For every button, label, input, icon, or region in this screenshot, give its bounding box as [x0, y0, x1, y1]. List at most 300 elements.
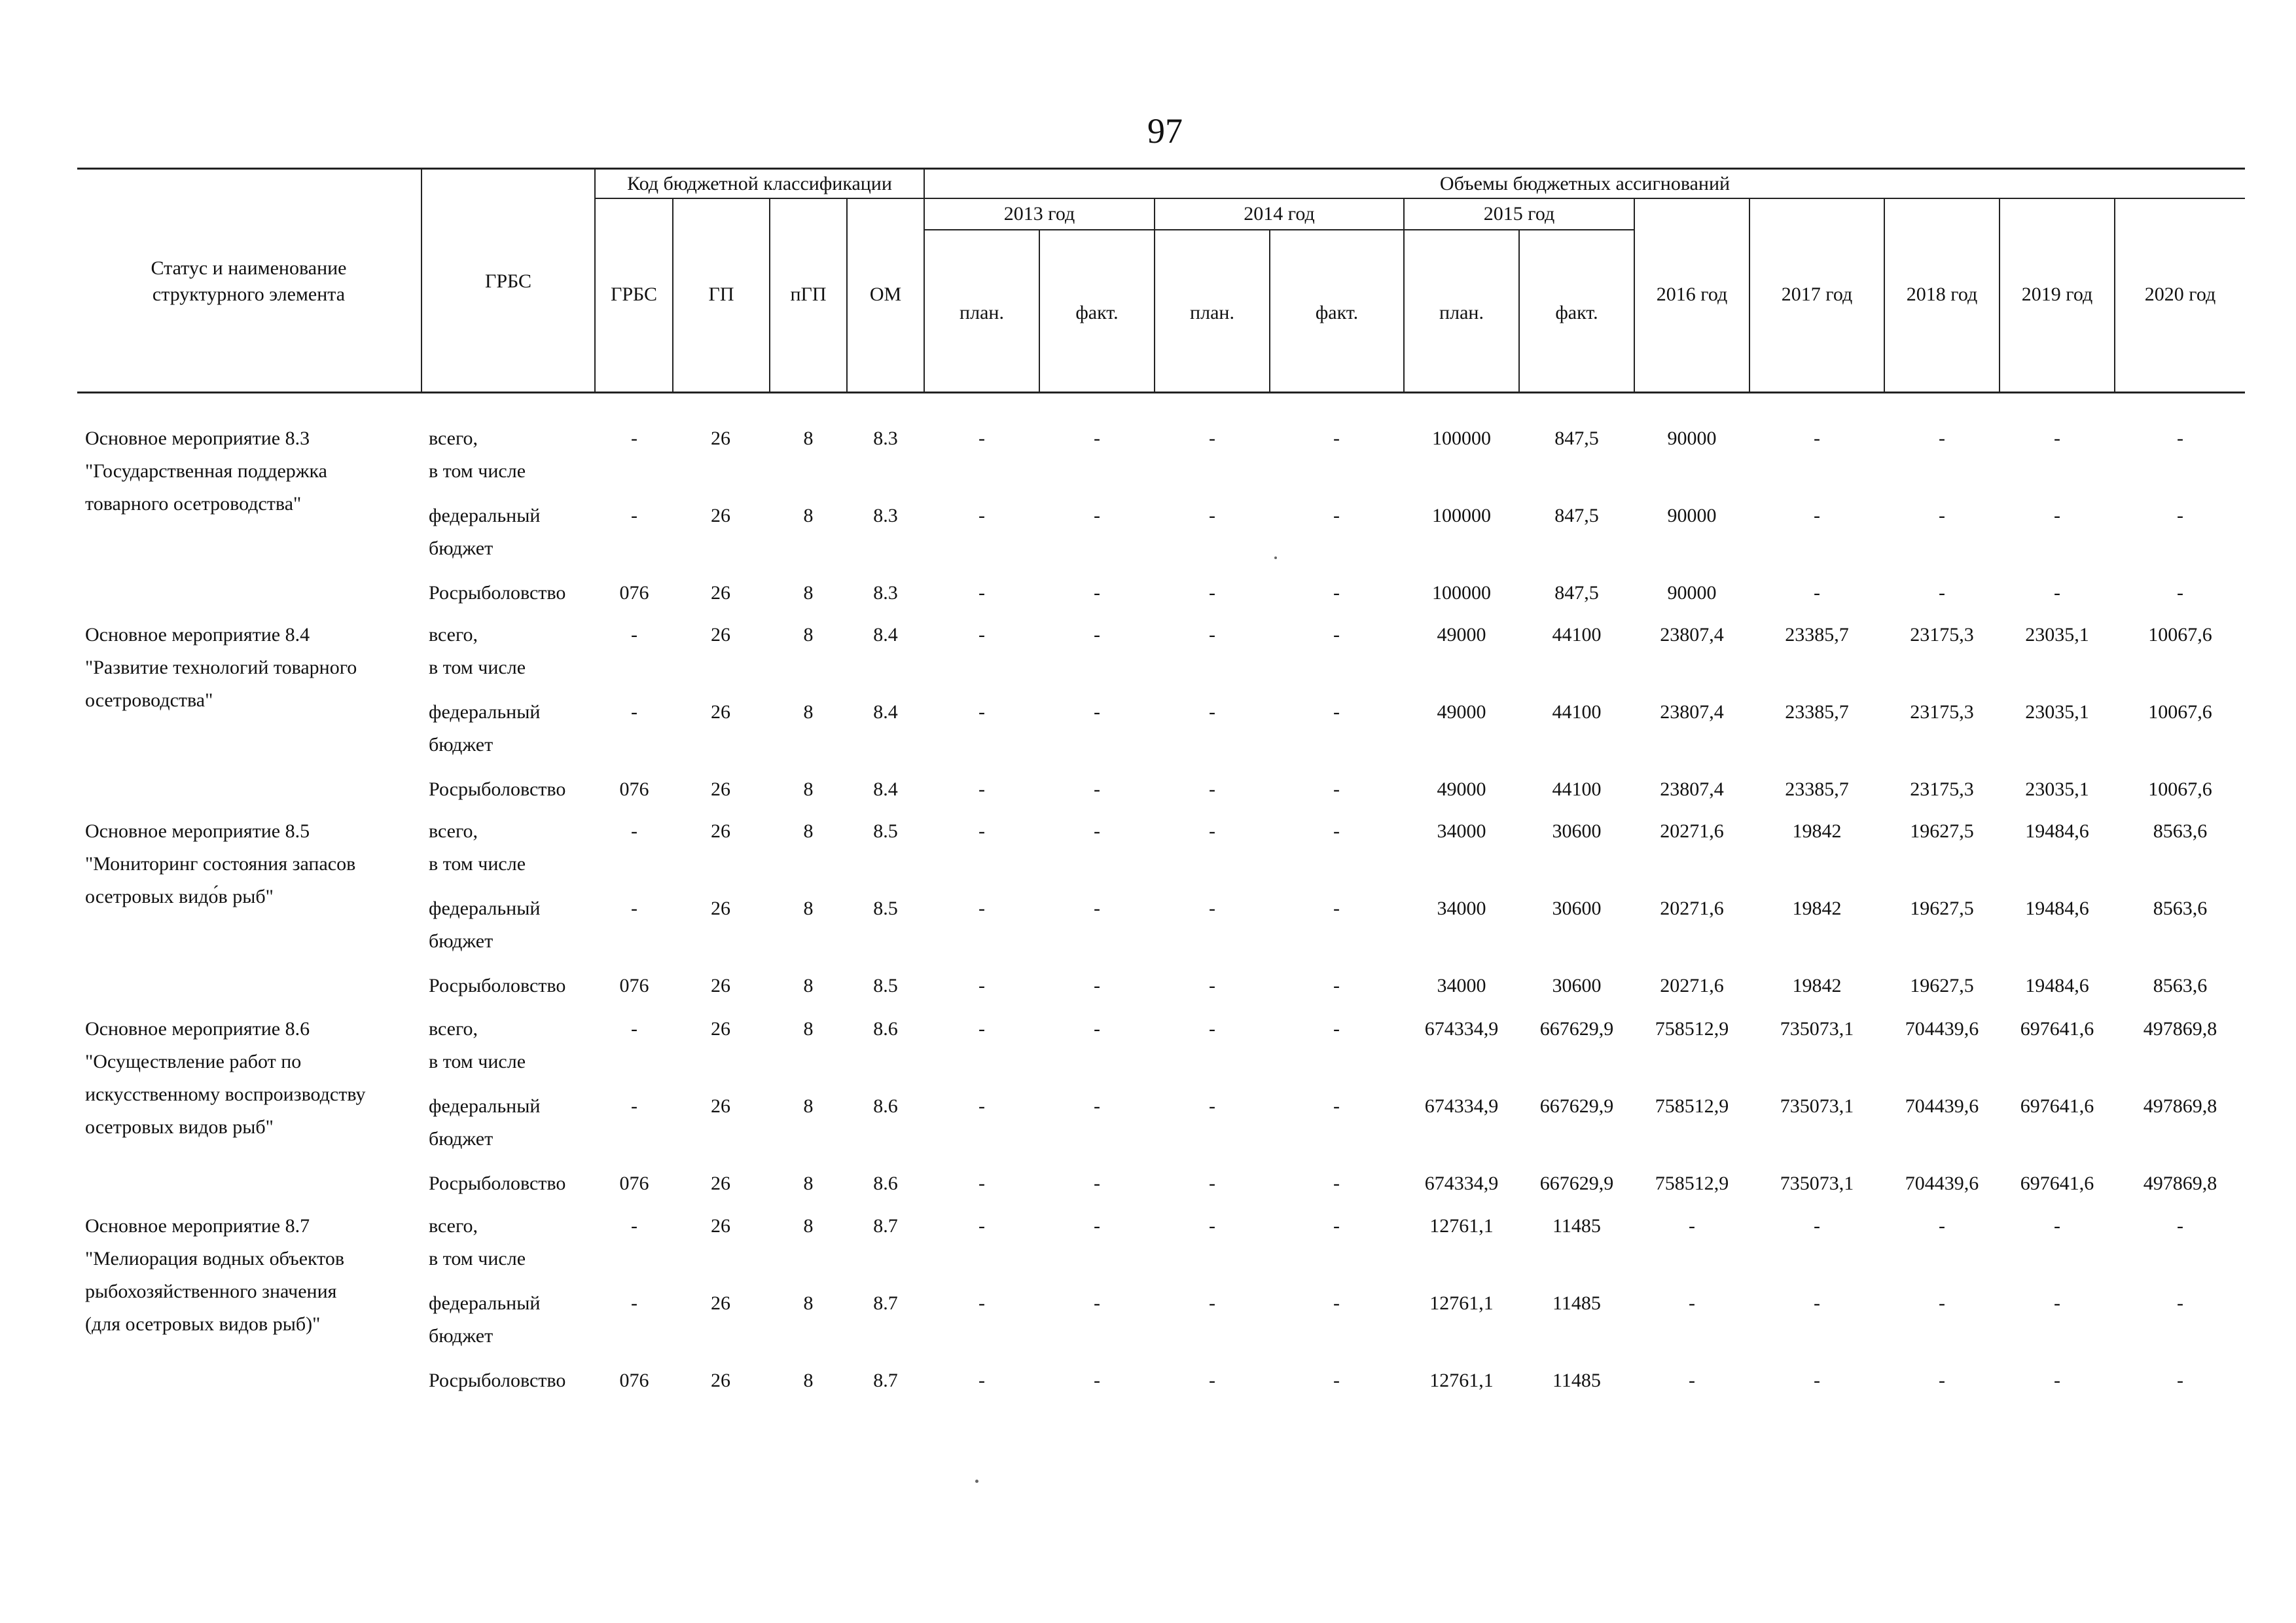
table-cell-value: 44100	[1552, 701, 1602, 723]
table-cell-value: 497869,8	[2143, 1095, 2217, 1117]
table-cell-value: 26	[711, 1018, 730, 1040]
row-label-line: в том числе	[429, 460, 526, 482]
table-cell-value: 19627,5	[1910, 975, 1974, 996]
table-cell-value: -	[1939, 1215, 1945, 1237]
table-cell-value: -	[1333, 428, 1340, 449]
table-cell-value: -	[631, 428, 637, 449]
table-cell-value: 26	[711, 701, 730, 723]
measure-name-line: Основное мероприятие 8.6	[85, 1018, 310, 1040]
table-cell-value: 12761,1	[1429, 1215, 1494, 1237]
table-cell-value: 8.3	[873, 428, 898, 449]
table-cell-value: -	[1209, 701, 1215, 723]
table-cell-value: 19627,5	[1910, 898, 1974, 919]
table-cell-value: 697641,6	[2020, 1095, 2094, 1117]
header-fact-2013: факт.	[1075, 302, 1119, 323]
table-cell-value: 735073,1	[1780, 1018, 1854, 1040]
table-cell-value: -	[1094, 505, 1100, 526]
table-cell-value: 26	[711, 582, 730, 604]
table-cell-value: 26	[711, 1173, 730, 1194]
table-cell-value: 497869,8	[2143, 1173, 2217, 1194]
table-cell-value: 19842	[1792, 975, 1842, 996]
row-label-line: в том числе	[429, 1051, 526, 1072]
table-cell-value: -	[1209, 505, 1215, 526]
table-cell-value: 8	[803, 428, 814, 449]
table-cell-value: -	[2177, 1292, 2183, 1314]
table-cell-value: 8.3	[873, 505, 898, 526]
table-cell-value: 8	[803, 582, 814, 604]
header-vrule	[1634, 198, 1635, 393]
table-cell-value: 674334,9	[1424, 1095, 1499, 1117]
table-cell-value: 8	[803, 1173, 814, 1194]
table-cell-value: -	[978, 428, 985, 449]
table-cell-value: -	[1333, 820, 1340, 842]
table-cell-value: 8563,6	[2153, 898, 2208, 919]
row-label-line: в том числе	[429, 657, 526, 678]
table-cell-value: -	[2054, 428, 2060, 449]
header-top-rule	[77, 168, 2245, 170]
table-cell-value: -	[631, 1215, 637, 1237]
table-cell-value: 19627,5	[1910, 820, 1974, 842]
table-cell-value: -	[1939, 428, 1945, 449]
table-cell-value: 8	[803, 1215, 814, 1237]
measure-name-line: Основное мероприятие 8.5	[85, 820, 310, 842]
table-cell-value: 26	[711, 898, 730, 919]
table-cell-value: 100000	[1432, 582, 1491, 604]
table-cell-value: 30600	[1552, 820, 1602, 842]
table-cell-value: 704439,6	[1905, 1095, 1979, 1117]
header-vrule	[1403, 198, 1405, 393]
table-cell-value: -	[2177, 582, 2183, 604]
header-vrule	[1749, 198, 1750, 393]
table-cell-value: 758512,9	[1655, 1095, 1729, 1117]
table-cell-value: 34000	[1437, 820, 1486, 842]
table-cell-value: 847,5	[1554, 582, 1599, 604]
table-cell-value: -	[978, 1370, 985, 1391]
measure-name-line: "Развитие технологий товарного	[85, 657, 357, 678]
table-cell-value: -	[1209, 1370, 1215, 1391]
table-cell-value: -	[978, 898, 985, 919]
table-cell-value: 8.7	[873, 1292, 898, 1314]
header-year-2017: 2017 год	[1781, 283, 1853, 305]
row-label-line: бюджет	[429, 538, 493, 559]
table-cell-value: 23807,4	[1660, 701, 1724, 723]
table-cell-value: 8	[803, 898, 814, 919]
table-cell-value: 10067,6	[2148, 778, 2212, 800]
table-cell-value: -	[1094, 701, 1100, 723]
header-plan-2013: план.	[960, 302, 1004, 323]
table-cell-value: 8	[803, 975, 814, 996]
table-cell-value: -	[1094, 975, 1100, 996]
row-label-line: федеральный	[429, 898, 541, 919]
table-cell-value: 8	[803, 1370, 814, 1391]
table-cell-value: 90000	[1667, 582, 1717, 604]
header-vrule	[1154, 198, 1155, 393]
table-cell-value: -	[978, 778, 985, 800]
row-label-line: всего,	[429, 820, 478, 842]
table-cell-value: -	[1209, 624, 1215, 646]
header-year-2018: 2018 год	[1906, 283, 1978, 305]
header-code-om: ОМ	[869, 283, 902, 305]
measure-name-line: искусственному воспроизводству	[85, 1084, 366, 1105]
table-cell-value: -	[2177, 1370, 2183, 1391]
table-cell-value: 20271,6	[1660, 898, 1724, 919]
measure-name-line: Основное мероприятие 8.3	[85, 428, 310, 449]
header-bottom-rule	[77, 392, 2245, 393]
table-cell-value: 8	[803, 505, 814, 526]
row-label-line: всего,	[429, 624, 478, 646]
table-cell-value: 23175,3	[1910, 701, 1974, 723]
table-cell-value: 34000	[1437, 975, 1486, 996]
table-cell-value: -	[1814, 1292, 1820, 1314]
table-cell-value: 704439,6	[1905, 1173, 1979, 1194]
header-rule-years	[924, 229, 1634, 230]
header-year-2019: 2019 год	[2021, 283, 2093, 305]
table-cell-value: -	[978, 1018, 985, 1040]
table-cell-value: -	[978, 505, 985, 526]
header-vrule	[594, 168, 596, 393]
table-cell-value: 8.6	[873, 1173, 898, 1194]
table-cell-value: 8	[803, 1292, 814, 1314]
table-cell-value: 19484,6	[2025, 975, 2089, 996]
table-cell-value: 30600	[1552, 975, 1602, 996]
table-cell-value: -	[978, 701, 985, 723]
header-vrule	[672, 198, 673, 393]
table-cell-value: -	[2054, 1370, 2060, 1391]
table-cell-value: 12761,1	[1429, 1370, 1494, 1391]
table-cell-value: 26	[711, 505, 730, 526]
row-label-line: федеральный	[429, 1095, 541, 1117]
table-cell-value: 8.3	[873, 582, 898, 604]
table-cell-value: -	[978, 1095, 985, 1117]
table-cell-value: 8563,6	[2153, 975, 2208, 996]
scan-speck	[1274, 556, 1277, 559]
row-label-line: всего,	[429, 1018, 478, 1040]
table-cell-value: 8.7	[873, 1370, 898, 1391]
row-label-line: Росрыболовство	[429, 778, 566, 800]
table-cell-value: 8.4	[873, 778, 898, 800]
table-cell-value: -	[1209, 820, 1215, 842]
table-cell-value: 26	[711, 1215, 730, 1237]
table-cell-value: -	[1333, 975, 1340, 996]
table-cell-value: -	[631, 898, 637, 919]
table-cell-value: 667629,9	[1539, 1095, 1614, 1117]
table-cell-value: -	[1094, 1018, 1100, 1040]
header-code-gp: ГП	[708, 283, 734, 305]
table-cell-value: 26	[711, 1095, 730, 1117]
table-cell-value: -	[1333, 1370, 1340, 1391]
table-cell-value: -	[1209, 428, 1215, 449]
table-cell-value: -	[2177, 505, 2183, 526]
measure-name-line: рыбохозяйственного значения	[85, 1281, 337, 1302]
header-budget-code: Код бюджетной классификации	[627, 173, 892, 194]
table-cell-value: -	[631, 505, 637, 526]
table-cell-value: 11485	[1552, 1292, 1601, 1314]
table-cell-value: -	[978, 624, 985, 646]
table-cell-value: 26	[711, 820, 730, 842]
table-cell-value: 23385,7	[1785, 778, 1849, 800]
header-year-2015: 2015 год	[1483, 203, 1555, 225]
table-cell-value: -	[1333, 1215, 1340, 1237]
scan-speck	[975, 1480, 978, 1483]
header-fact-2015: факт.	[1555, 302, 1598, 323]
table-cell-value: 8.5	[873, 975, 898, 996]
table-cell-value: 11485	[1552, 1370, 1601, 1391]
table-cell-value: 674334,9	[1424, 1018, 1499, 1040]
table-cell-value: 23035,1	[2025, 701, 2089, 723]
table-cell-value: 44100	[1552, 624, 1602, 646]
row-label-line: в том числе	[429, 853, 526, 875]
table-cell-value: 697641,6	[2020, 1173, 2094, 1194]
table-cell-value: 674334,9	[1424, 1173, 1499, 1194]
table-cell-value: -	[1209, 1018, 1215, 1040]
table-cell-value: 90000	[1667, 505, 1717, 526]
table-cell-value: -	[631, 624, 637, 646]
table-cell-value: -	[1094, 624, 1100, 646]
table-cell-value: -	[1333, 505, 1340, 526]
measure-name-line: Основное мероприятие 8.4	[85, 624, 310, 646]
table-cell-value: 49000	[1437, 624, 1486, 646]
table-cell-value: -	[1939, 505, 1945, 526]
table-cell-value: -	[1209, 778, 1215, 800]
table-cell-value: -	[1094, 1095, 1100, 1117]
table-cell-value: 8.6	[873, 1018, 898, 1040]
measure-name-line: "Государственная поддержка	[85, 460, 327, 482]
table-cell-value: -	[1333, 582, 1340, 604]
table-cell-value: 8.6	[873, 1095, 898, 1117]
header-vrule	[1039, 229, 1040, 393]
table-cell-value: 10067,6	[2148, 624, 2212, 646]
table-cell-value: 23807,4	[1660, 778, 1724, 800]
table-cell-value: -	[1333, 1018, 1340, 1040]
table-cell-value: 497869,8	[2143, 1018, 2217, 1040]
table-cell-value: 8	[803, 701, 814, 723]
table-cell-value: 735073,1	[1780, 1173, 1854, 1194]
header-vrule	[1884, 198, 1885, 393]
header-vrule	[846, 198, 848, 393]
table-cell-value: -	[1209, 1215, 1215, 1237]
header-year-2016: 2016 год	[1656, 283, 1728, 305]
table-cell-value: 34000	[1437, 898, 1486, 919]
table-cell-value: 49000	[1437, 701, 1486, 723]
measure-name-line: (для осетровых видов рыб)"	[85, 1313, 321, 1335]
table-cell-value: 076	[619, 778, 649, 800]
table-cell-value: -	[1333, 1292, 1340, 1314]
table-cell-value: 26	[711, 624, 730, 646]
table-cell-value: 20271,6	[1660, 975, 1724, 996]
table-cell-value: -	[978, 1292, 985, 1314]
table-cell-value: -	[1814, 505, 1820, 526]
header-volumes: Объемы бюджетных ассигнований	[1439, 173, 1731, 194]
header-plan-2014: план.	[1190, 302, 1234, 323]
table-cell-value: -	[1333, 1173, 1340, 1194]
table-cell-value: 11485	[1552, 1215, 1601, 1237]
measure-name-line: "Осуществление работ по	[85, 1051, 302, 1072]
table-cell-value: 26	[711, 1370, 730, 1391]
table-cell-value: 076	[619, 1173, 649, 1194]
table-cell-value: 8563,6	[2153, 820, 2208, 842]
row-label-line: всего,	[429, 428, 478, 449]
table-cell-value: 90000	[1667, 428, 1717, 449]
table-cell-value: 076	[619, 582, 649, 604]
table-cell-value: -	[1333, 701, 1340, 723]
table-cell-value: 8.4	[873, 701, 898, 723]
table-cell-value: 076	[619, 975, 649, 996]
table-cell-value: 19484,6	[2025, 820, 2089, 842]
header-code-grbs: ГРБС	[610, 283, 658, 305]
table-cell-value: 23175,3	[1910, 624, 1974, 646]
table-cell-value: 735073,1	[1780, 1095, 1854, 1117]
measure-name-line: "Мониторинг состояния запасов	[85, 853, 356, 875]
table-cell-value: -	[1094, 582, 1100, 604]
header-year-2020: 2020 год	[2144, 283, 2216, 305]
row-label-line: бюджет	[429, 930, 493, 952]
table-cell-value: 697641,6	[2020, 1018, 2094, 1040]
table-cell-value: 19484,6	[2025, 898, 2089, 919]
table-cell-value: -	[2054, 582, 2060, 604]
table-cell-value: -	[2054, 505, 2060, 526]
header-vrule	[769, 198, 770, 393]
table-cell-value: -	[1209, 1292, 1215, 1314]
row-label-line: бюджет	[429, 734, 493, 756]
table-cell-value: -	[1209, 1173, 1215, 1194]
header-vrule	[1518, 229, 1520, 393]
table-cell-value: 23175,3	[1910, 778, 1974, 800]
table-cell-value: 076	[619, 1370, 649, 1391]
table-cell-value: 847,5	[1554, 505, 1599, 526]
row-label-line: бюджет	[429, 1128, 493, 1150]
table-cell-value: -	[2177, 1215, 2183, 1237]
table-cell-value: 12761,1	[1429, 1292, 1494, 1314]
table-cell-value: 8	[803, 624, 814, 646]
measure-name-line: осетровых видов рыб"	[85, 1116, 274, 1138]
table-cell-value: -	[978, 975, 985, 996]
table-cell-value: -	[1689, 1370, 1695, 1391]
table-cell-value: 23807,4	[1660, 624, 1724, 646]
table-cell-value: -	[1209, 975, 1215, 996]
table-cell-value: -	[1814, 428, 1820, 449]
table-cell-value: -	[1209, 898, 1215, 919]
table-cell-value: 100000	[1432, 428, 1491, 449]
table-cell-value: 847,5	[1554, 428, 1599, 449]
table-cell-value: -	[1939, 1292, 1945, 1314]
header-vrule	[1999, 198, 2000, 393]
table-cell-value: -	[978, 1215, 985, 1237]
table-cell-value: -	[1209, 582, 1215, 604]
table-cell-value: -	[1333, 1095, 1340, 1117]
row-label-line: в том числе	[429, 1248, 526, 1269]
table-cell-value: 704439,6	[1905, 1018, 1979, 1040]
header-status-name: Статус и наименование структурного элемента	[151, 257, 347, 305]
table-cell-value: 20271,6	[1660, 820, 1724, 842]
table-cell-value: -	[1814, 582, 1820, 604]
row-label-line: Росрыболовство	[429, 582, 566, 604]
table-cell-value: 26	[711, 975, 730, 996]
row-label-line: Росрыболовство	[429, 975, 566, 996]
table-cell-value: -	[978, 820, 985, 842]
header-fact-2014: факт.	[1315, 302, 1359, 323]
table-cell-value: -	[1814, 1370, 1820, 1391]
table-cell-value: 19842	[1792, 898, 1842, 919]
table-cell-value: 26	[711, 428, 730, 449]
table-cell-value: -	[1094, 1173, 1100, 1194]
table-cell-value: 23385,7	[1785, 701, 1849, 723]
table-cell-value: 8.5	[873, 820, 898, 842]
table-cell-value: 8	[803, 1095, 814, 1117]
table-cell-value: 23035,1	[2025, 624, 2089, 646]
header-rule-volumes	[594, 198, 2245, 199]
header-vrule	[2114, 198, 2115, 393]
table-cell-value: -	[2054, 1292, 2060, 1314]
table-cell-value: 667629,9	[1539, 1173, 1614, 1194]
page-number: 97	[1147, 111, 1183, 151]
table-cell-value: 8.4	[873, 624, 898, 646]
row-label-line: бюджет	[429, 1325, 493, 1347]
table-cell-value: 8.5	[873, 898, 898, 919]
table-cell-value: 23385,7	[1785, 624, 1849, 646]
table-cell-value: -	[1939, 582, 1945, 604]
table-cell-value: 667629,9	[1539, 1018, 1614, 1040]
table-cell-value: -	[1333, 898, 1340, 919]
table-cell-value: -	[2177, 428, 2183, 449]
measure-name-line: товарного осетроводства"	[85, 493, 302, 515]
measure-name-line: осетроводства"	[85, 689, 213, 711]
table-cell-value: 758512,9	[1655, 1018, 1729, 1040]
header-year-2013: 2013 год	[1003, 203, 1075, 225]
table-cell-value: 23035,1	[2025, 778, 2089, 800]
measure-name-line: "Мелиорация водных объектов	[85, 1248, 345, 1269]
table-cell-value: -	[1094, 1215, 1100, 1237]
row-label-line: федеральный	[429, 1292, 541, 1314]
table-cell-value: -	[2054, 1215, 2060, 1237]
table-cell-value: -	[1689, 1292, 1695, 1314]
table-cell-value: -	[1333, 778, 1340, 800]
row-label-line: федеральный	[429, 701, 541, 723]
table-cell-value: 100000	[1432, 505, 1491, 526]
table-cell-value: -	[1814, 1215, 1820, 1237]
header-code-pgp: пГП	[790, 283, 827, 305]
table-cell-value: -	[1094, 1370, 1100, 1391]
table-cell-value: -	[978, 1173, 985, 1194]
table-cell-value: -	[1094, 1292, 1100, 1314]
table-cell-value: -	[1939, 1370, 1945, 1391]
row-label-line: федеральный	[429, 505, 541, 526]
table-cell-value: 26	[711, 778, 730, 800]
table-cell-value: 8.7	[873, 1215, 898, 1237]
table-cell-value: -	[978, 582, 985, 604]
header-grbs: ГРБС	[484, 270, 532, 292]
table-cell-value: -	[1094, 820, 1100, 842]
table-cell-value: 8	[803, 820, 814, 842]
row-label-line: всего,	[429, 1215, 478, 1237]
table-cell-value: 10067,6	[2148, 701, 2212, 723]
table-cell-value: -	[1689, 1215, 1695, 1237]
header-year-2014: 2014 год	[1244, 203, 1315, 225]
table-cell-value: -	[631, 1292, 637, 1314]
table-cell-value: -	[631, 1018, 637, 1040]
measure-name-line: Основное мероприятие 8.7	[85, 1215, 310, 1237]
table-cell-value: 8	[803, 778, 814, 800]
table-cell-value: -	[1094, 898, 1100, 919]
row-label-line: Росрыболовство	[429, 1173, 566, 1194]
measure-name-line: осетровых видо́в рыб"	[85, 886, 274, 907]
row-label-line: Росрыболовство	[429, 1370, 566, 1391]
table-cell-value: -	[1333, 624, 1340, 646]
header-vrule	[1269, 229, 1270, 393]
table-cell-value: -	[1209, 1095, 1215, 1117]
table-cell-value: 19842	[1792, 820, 1842, 842]
table-cell-value: -	[1094, 428, 1100, 449]
table-cell-value: -	[631, 701, 637, 723]
